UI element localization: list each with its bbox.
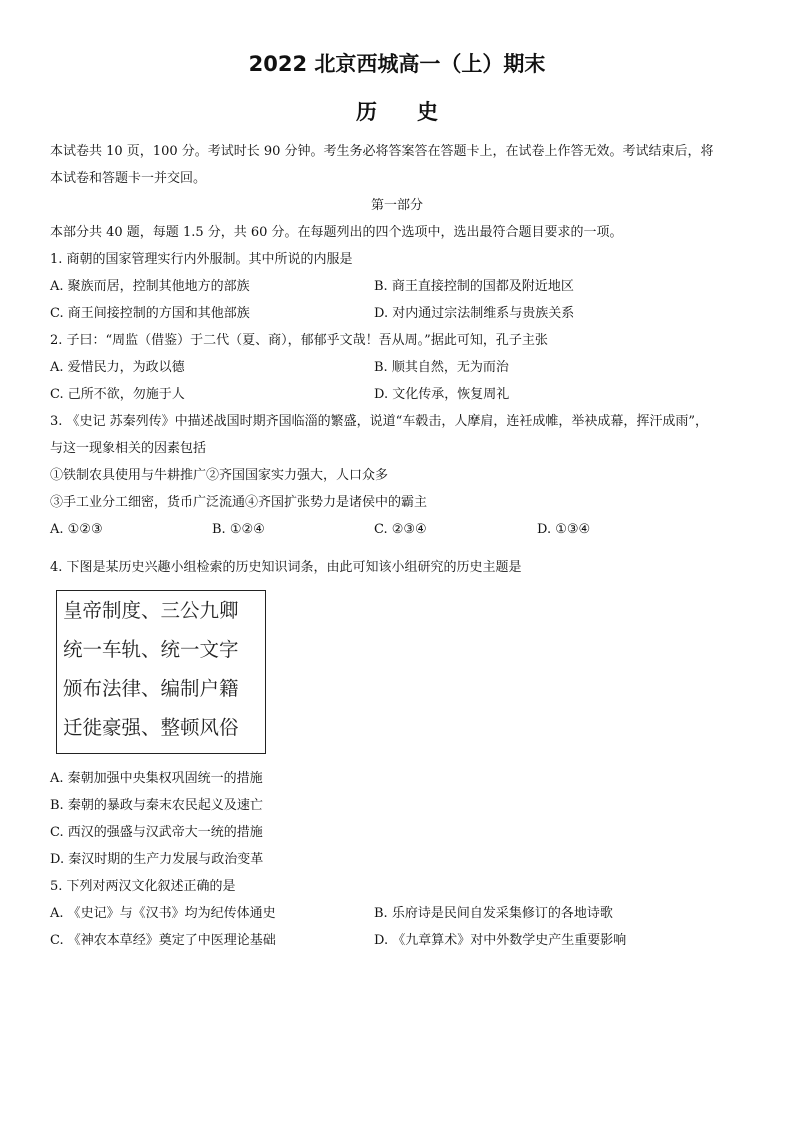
q2-option-c: C. 己所不欲，勿施于人 — [50, 387, 185, 402]
q4-keyword-line-2: 统一车轨、统一文字 — [63, 638, 239, 661]
exam-subject: 历史 — [356, 100, 478, 124]
q3-item-line-2: ③手工业分工细密，货币广泛流通④齐国扩张势力是诸侯中的霸主 — [50, 495, 428, 510]
q3-option-d: D. ①③④ — [537, 522, 591, 537]
q1-option-d: D. 对内通过宗法制维系与贵族关系 — [374, 306, 575, 321]
q1-option-c: C. 商王间接控制的方国和其他部族 — [50, 306, 250, 321]
q3-option-c: C. ②③④ — [374, 522, 427, 537]
q5-option-c: C. 《神农本草经》奠定了中医理论基础 — [50, 933, 276, 948]
q4-keyword-line-1: 皇帝制度、三公九卿 — [63, 599, 239, 622]
q3-stem: 3. 《史记 苏秦列传》中描述战国时期齐国临淄的繁盛，说道“车毂击，人摩肩，连衽成帷，举袂成幕，挥汗成雨”， — [50, 414, 708, 429]
q4-keyword-line-3: 颁布法律、编制户籍 — [63, 677, 239, 700]
q4-option-c: C. 西汉的强盛与汉武帝大一统的措施 — [50, 825, 263, 840]
q1-option-a: A. 聚族而居，控制其他地方的部族 — [50, 279, 250, 294]
q5-option-d: D. 《九章算术》对中外数学史产生重要影响 — [374, 933, 627, 948]
q3-stem-cont: 与这一现象相关的因素包括 — [50, 441, 207, 456]
q5-option-b: B. 乐府诗是民间自发采集修订的各地诗歌 — [374, 906, 613, 921]
part-heading: 第一部分 — [370, 198, 423, 213]
q5-option-a: A. 《史记》与《汉书》均为纪传体通史 — [50, 906, 276, 921]
q2-option-a: A. 爱惜民力，为政以德 — [50, 360, 185, 375]
q2-stem: 2. 子曰：“周监（借鉴）于二代（夏、商），郁郁乎文哉！吾从周。”据此可知，孔子主张 — [50, 333, 548, 348]
q4-option-d: D. 秦汉时期的生产力发展与政治变革 — [50, 852, 264, 867]
q3-option-b: B. ①②④ — [212, 522, 265, 537]
q1-stem: 1. 商朝的国家管理实行内外服制。其中所说的内服是 — [50, 252, 353, 267]
q5-stem: 5. 下列对两汉文化叙述正确的是 — [50, 879, 236, 894]
q3-item-line-1: ①铁制农具使用与牛耕推广②齐国国家实力强大，人口众多 — [50, 468, 389, 483]
intro-line-2: 本试卷和答题卡一并交回。 — [50, 171, 207, 186]
q4-keyword-line-4: 迁徙豪强、整顿风俗 — [63, 716, 239, 739]
q3-option-a: A. ①②③ — [50, 522, 103, 537]
q4-keyword-box — [56, 590, 266, 754]
exam-title: 2022 北京西城高一（上）期末 — [248, 52, 546, 76]
q2-option-d: D. 文化传承，恢复周礼 — [374, 387, 510, 402]
part-instructions: 本部分共 40 题，每题 1.5 分，共 60 分。在每题列出的四个选项中，选出最符合题目要求的一项。 — [50, 225, 623, 240]
q2-option-b: B. 顺其自然，无为而治 — [374, 360, 509, 375]
q4-option-a: A. 秦朝加强中央集权巩固统一的措施 — [50, 771, 263, 786]
q1-option-b: B. 商王直接控制的国都及附近地区 — [374, 279, 574, 294]
intro-line-1: 本试卷共 10 页，100 分。考试时长 90 分钟。考生务必将答案答在答题卡上，在试卷上作答无效。考试结束后，将 — [50, 144, 714, 159]
q4-option-b: B. 秦朝的暴政与秦末农民起义及速亡 — [50, 798, 263, 813]
q4-stem: 4. 下图是某历史兴趣小组检索的历史知识词条，由此可知该小组研究的历史主题是 — [50, 560, 522, 575]
